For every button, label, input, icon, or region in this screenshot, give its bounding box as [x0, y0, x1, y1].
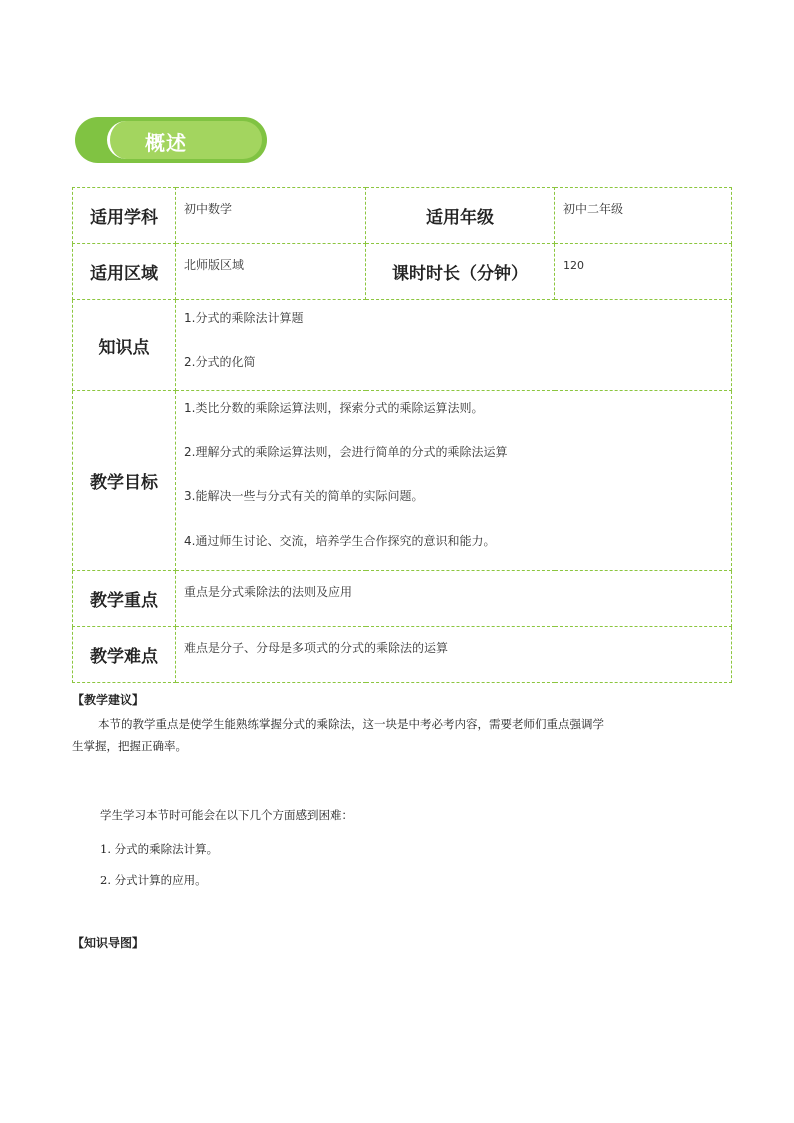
knowledge-item: 2.分式的化简 [184, 355, 256, 369]
duration-label: 课时时长（分钟） [366, 244, 555, 300]
table-row-goals [73, 391, 732, 571]
knowledge-label: 知识点 [73, 300, 176, 391]
goal-item: 4.通过师生讨论、交流，培养学生合作探究的意识和能力。 [184, 534, 496, 548]
mindmap-title: 【知识导图】 [72, 936, 145, 950]
goals-label: 教学目标 [73, 391, 176, 571]
duration-value: 120 [555, 244, 732, 300]
section-title: 概述 [145, 131, 187, 155]
difficulty-label: 教学难点 [73, 627, 176, 683]
region-label: 适用区域 [73, 244, 176, 300]
section-badge [75, 117, 267, 163]
knowledge-cell [176, 300, 732, 391]
subject-label: 适用学科 [73, 188, 176, 244]
goal-item: 2.理解分式的乘除运算法则，会进行简单的分式的乘除法运算 [184, 445, 508, 459]
advice-paragraph-line1: 本节的教学重点是使学生能熟练掌握分式的乘除法，这一块是中考必考内容，需要老师们重点强调学 [98, 717, 604, 731]
grade-value: 初中二年级 [555, 188, 732, 244]
grade-label: 适用年级 [366, 188, 555, 244]
goal-item: 3.能解决一些与分式有关的简单的实际问题。 [184, 489, 424, 503]
advice-paragraph-line2: 生掌握，把握正确率。 [72, 739, 187, 753]
difficulty-intro: 学生学习本节时可能会在以下几个方面感到困难： [100, 808, 353, 822]
region-value: 北师版区域 [176, 244, 366, 300]
knowledge-item: 1.分式的乘除法计算题 [184, 311, 304, 325]
table-row-subject [73, 188, 732, 244]
table-row-focus [73, 571, 732, 627]
advice-title: 【教学建议】 [72, 693, 145, 707]
difficulty-item: 1. 分式的乘除法计算。 [100, 842, 219, 856]
focus-label: 教学重点 [73, 571, 176, 627]
goal-item: 1.类比分数的乘除运算法则，探索分式的乘除运算法则。 [184, 401, 484, 415]
difficulty-item: 2. 分式计算的应用。 [100, 873, 207, 887]
overview-table [72, 187, 732, 683]
table-row-knowledge [73, 300, 732, 391]
subject-value: 初中数学 [176, 188, 366, 244]
goals-cell [176, 391, 732, 571]
table-row-difficulty [73, 627, 732, 683]
table-row-region [73, 244, 732, 300]
focus-value: 重点是分式乘除法的法则及应用 [176, 571, 732, 627]
difficulty-value: 难点是分子、分母是多项式的分式的乘除法的运算 [176, 627, 732, 683]
